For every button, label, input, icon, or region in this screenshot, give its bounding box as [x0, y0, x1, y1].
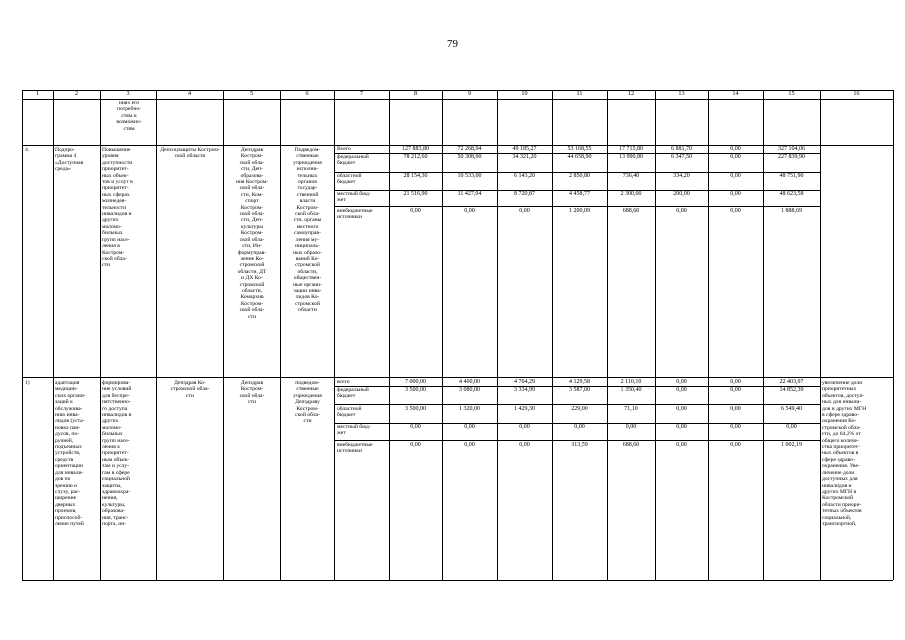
funding-value: 2 300,00	[620, 191, 642, 197]
funding-source: местный бюд- жет	[337, 191, 371, 204]
column-line	[497, 90, 498, 580]
funding-value: 736,40	[622, 173, 640, 179]
column-number: 3	[126, 91, 130, 97]
column-number: 14	[732, 91, 739, 97]
funding-value: 3 080,00	[459, 387, 480, 393]
funding-value: 0,00	[519, 424, 530, 430]
page-number: 79	[447, 38, 458, 50]
funding-value: 0,00	[730, 442, 741, 448]
funding-source: Всего	[337, 146, 351, 152]
funding-value: 17 715,80	[619, 146, 643, 152]
funding-value: 0,00	[730, 424, 741, 430]
funding-value: 127 883,80	[402, 146, 429, 152]
funding-value: 0,00	[786, 424, 797, 430]
funding-value: 1 350,40	[620, 387, 642, 393]
table-border-bottom	[22, 580, 893, 581]
column-number: 1	[35, 91, 40, 97]
funding-value: 1 200,09	[569, 208, 590, 214]
funding-value: 1 320,00	[459, 406, 480, 412]
funding-value: 0,00	[410, 424, 421, 430]
funding-value: 3 500,00	[405, 387, 426, 393]
funding-value: 44 658,90	[567, 154, 592, 160]
funding-value: 50 308,90	[457, 154, 482, 160]
funding-value: 13 990,80	[619, 154, 643, 160]
funding-value: 0,00	[410, 442, 421, 448]
funding-value: 0,00	[676, 406, 687, 412]
funding-source: федеральный бюджет	[337, 154, 369, 167]
funding-value: 6 143,20	[514, 173, 535, 179]
column-number: 2	[74, 91, 79, 97]
funding-value: 0,00	[676, 442, 687, 448]
column-line	[552, 90, 553, 580]
column-line	[156, 90, 157, 580]
funding-value: 3 500,00	[405, 406, 426, 412]
funding-value: 0,00	[464, 442, 475, 448]
column-line	[223, 90, 224, 580]
funding-value: 0,00	[730, 191, 741, 197]
column-line	[442, 90, 443, 580]
column-line	[607, 90, 608, 580]
funding-value: 4 458,77	[569, 191, 590, 197]
column-line	[100, 90, 101, 580]
column-line	[893, 90, 894, 580]
funding-value: 49 185,27	[512, 146, 537, 152]
measure-goal: формирова- ние условий для беспре- пятственно- го доступа инвалидов и других маломо- бильных групп насе- ления к приоритет- ным объек- там и услу- гам в сфере социальной защиты, здравоохра- нения, культуры, образова- ния, транс- порта, ин-	[102, 380, 132, 527]
funding-value: 4 764,29	[514, 379, 535, 385]
funding-value: 22 403,97	[779, 379, 804, 385]
funding-value: 688,60	[622, 208, 640, 214]
funding-value: 14 852,39	[779, 387, 804, 393]
continuation-text: ниях его потребно- стям и возможно- стям	[116, 100, 142, 132]
funding-value: 0,00	[730, 208, 741, 214]
expected-result: увеличение доли приоритетных объектов, доступ- ных для инвали- дов и других МГН в сфере здраво- охранения Ко- стромской обла- сти, до 64,2% от общего количе- ства приоритет- ных объектов в сфере здраво- охранения. Уве- личение доли доступных для инвалидов и других МГН в Костромской области приори- тетных объектов социальной, транспортной,	[822, 380, 867, 527]
funding-value: 229,00	[571, 406, 588, 412]
funding-source: федеральный бюджет	[337, 387, 369, 400]
co-executors: Депздрав Костром- ской обла- сти, Деп- образова- ния Костром- ской обла- сти, Ком- спорт Костром- ской обла- сти, Деп- культуры Костром- ской обла- сти, Ин- формуправ- ление Ко- стромской области, ДТ и ДХ Ко- стромской области, Комархив Костром- ской обла- сти	[235, 147, 269, 320]
funding-value: 34 321,20	[512, 154, 537, 160]
funding-value: 334,20	[673, 173, 690, 179]
funding-value: 0,00	[519, 442, 530, 448]
funding-value: 0,00	[730, 173, 741, 179]
funding-value: 0,00	[464, 208, 475, 214]
column-line	[280, 90, 281, 580]
funding-value: 71,10	[624, 406, 638, 412]
column-line	[22, 90, 23, 580]
funding-value: 227 839,90	[778, 154, 805, 160]
column-line	[820, 90, 821, 580]
responsible-executor: Депсоцзащиты Костром- ской области	[160, 147, 220, 160]
funding-value: 6 549,40	[781, 406, 802, 412]
source-divider	[334, 206, 820, 207]
column-number: 13	[678, 91, 685, 97]
funding-value: 0,00	[464, 424, 475, 430]
column-number: 7	[359, 91, 364, 97]
source-divider	[334, 440, 820, 441]
column-number: 10	[521, 91, 528, 97]
funding-value: 0,00	[676, 379, 687, 385]
funding-value: 1 429,30	[514, 406, 535, 412]
funding-value: 0,00	[730, 379, 741, 385]
funding-value: 0,00	[625, 424, 637, 430]
funding-value: 0,00	[676, 424, 687, 430]
funding-value: 28 154,30	[403, 173, 428, 179]
column-number: 6	[305, 91, 309, 97]
participants: Подведом- ственные учреждения исполни- тельных органов государ- ственной власти Костром- ской обла- сти, органы местного самоуправ- ления му- ниципаль- ных образо- ваний Ко- стромской области, обществен- ные органи- зации инва- лидов Ко- стромской области	[293, 147, 322, 314]
funding-source: областной бюджет	[337, 173, 362, 186]
funding-value: 688,60	[622, 442, 640, 448]
funding-value: 1 002,19	[781, 442, 802, 448]
funding-source: областной бюджет	[337, 406, 362, 419]
funding-value: 3 587,00	[569, 387, 590, 393]
column-line	[655, 90, 656, 580]
funding-value: 0,00	[676, 208, 687, 214]
funding-value: 313,59	[571, 442, 588, 448]
funding-value: 21 516,90	[403, 191, 428, 197]
column-number: 16	[853, 91, 860, 97]
funding-value: 0,00	[730, 406, 741, 412]
funding-value: 0,00	[730, 387, 741, 393]
funding-value: 48 751,90	[779, 173, 804, 179]
column-number: 5	[249, 91, 254, 97]
funding-value: 327 104,06	[778, 146, 805, 152]
row-number: 4.	[25, 147, 30, 153]
row-number: 1)	[25, 380, 30, 386]
funding-value: 2 110,10	[620, 379, 642, 385]
column-number: 8	[413, 91, 418, 97]
funding-source: местный бюд- жет	[337, 424, 371, 437]
funding-value: 78 212,60	[403, 154, 428, 160]
column-number: 4	[187, 91, 192, 97]
funding-value: 1 888,69	[781, 208, 802, 214]
funding-value: 53 168,55	[567, 146, 592, 152]
funding-value: 0,00	[574, 424, 585, 430]
program-name: Подпро- грамма 4 «Доступная среда»	[55, 147, 84, 173]
column-number: 11	[576, 91, 583, 97]
funding-value: 0,00	[410, 208, 421, 214]
funding-value: 4 400,00	[459, 379, 480, 385]
funding-value: 48 623,58	[779, 191, 804, 197]
column-number: 9	[467, 91, 472, 97]
funding-value: 7 000,00	[405, 379, 426, 385]
funding-value: 6 347,50	[671, 154, 692, 160]
funding-value: 8 720,87	[514, 191, 535, 197]
funding-value: 0,00	[730, 154, 741, 160]
funding-value: 200,00	[673, 191, 690, 197]
funding-value: 3 334,99	[514, 387, 535, 393]
measure-name: адаптация медицин- ских органи- заций к обслужива- нию инва- лидов (уста- новка пан- дусов, по- ручней, подъемных устройств, средств ориентации для инвали- дов по зрению и слуху, рас- ширение дверных проемов, приспособ- ление путей	[55, 380, 86, 527]
funding-value: 72 268,94	[457, 146, 482, 152]
funding-source: всего	[337, 379, 350, 385]
funding-value: 11 427,04	[457, 191, 482, 197]
column-line	[334, 90, 335, 580]
funding-value: 2 850,80	[569, 173, 590, 179]
source-divider	[334, 404, 820, 405]
funding-value: 0,00	[730, 146, 741, 152]
co-executors: Депздрав Костром- ской обла- сти	[239, 380, 265, 406]
funding-value: 4 129,58	[569, 379, 590, 385]
funding-value: 0,00	[676, 387, 687, 393]
column-line	[708, 90, 709, 580]
funding-source: внебюджетные источники	[337, 442, 373, 455]
column-number: 15	[788, 91, 795, 97]
funding-value: 6 881,70	[671, 146, 692, 152]
column-line	[763, 90, 764, 580]
program-goal: Повышение уровня доступности приоритет- ных объек- тов и услуг в приоритет- ных сферах жизнедея- тельности инвалидов и других маломо- бильных групп насе- ления в Костром- ской обла- сти	[102, 147, 133, 269]
participants: подведом- ственные учреждения Депздраву Костром- ской обла- сти	[293, 380, 322, 425]
column-line	[53, 90, 54, 580]
funding-value: 10 533,00	[457, 173, 482, 179]
responsible-executor: Депздрав Ко- стромской обла- сти	[170, 380, 210, 399]
column-line	[389, 90, 390, 580]
funding-source: внебюджетные источники	[337, 208, 373, 221]
program-table	[22, 90, 893, 580]
column-number: 12	[627, 91, 635, 97]
funding-value: 0,00	[519, 208, 530, 214]
